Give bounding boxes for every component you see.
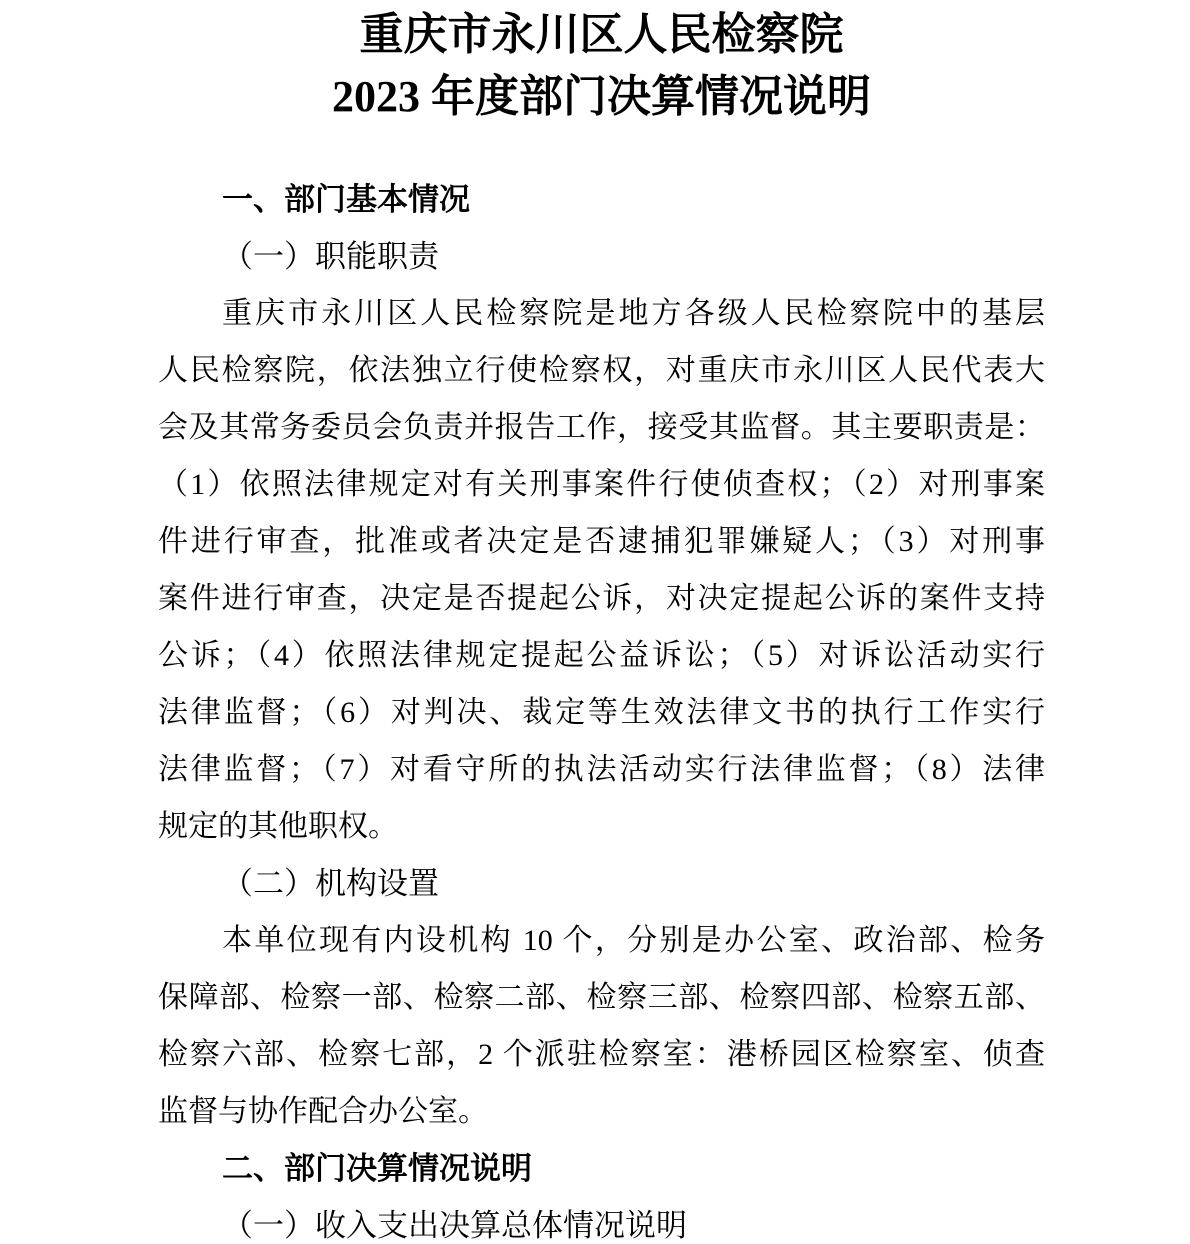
title-line-1: 重庆市永川区人民检察院 xyxy=(359,10,844,59)
paragraph-organization xyxy=(158,912,1045,1140)
section-1-heading: 一、部门基本情况 xyxy=(222,182,470,217)
body-line: 本单位现有内设机构 10 个，分别是办公室、政治部、检务 xyxy=(222,924,1045,957)
body-line: 人民检察院，依法独立行使检察权，对重庆市永川区人民代表大 xyxy=(158,354,1045,387)
section-2-1-heading: （一）收入支出决算总体情况说明 xyxy=(222,1208,687,1243)
body-line: 法律监督；（7）对看守所的执法活动实行法律监督；（8）法律 xyxy=(158,753,1045,786)
body-line: 保障部、检察一部、检察二部、检察三部、检察四部、检察五部、 xyxy=(158,981,1045,1014)
section-1-2-heading: （二）机构设置 xyxy=(222,866,439,901)
body-line: 法律监督；（6）对判决、裁定等生效法律文书的执行工作实行 xyxy=(158,696,1045,729)
body-line: 重庆市永川区人民检察院是地方各级人民检察院中的基层 xyxy=(222,297,1045,330)
body-line: 件进行审查，批准或者决定是否逮捕犯罪嫌疑人；（3）对刑事 xyxy=(158,525,1045,558)
body-line: 规定的其他职权。 xyxy=(158,810,398,843)
body-line: 检察六部、检察七部，2 个派驻检察室：港桥园区检察室、侦查 xyxy=(158,1038,1045,1071)
paragraph-duties xyxy=(158,285,1045,855)
body-line: 公诉；（4）依照法律规定提起公益诉讼；（5）对诉讼活动实行 xyxy=(158,639,1045,672)
body-line: 案件进行审查，决定是否提起公诉，对决定提起公诉的案件支持 xyxy=(158,582,1045,615)
body-line: （1）依照法律规定对有关刑事案件行使侦查权；（2）对刑事案 xyxy=(158,468,1045,501)
section-2-heading: 二、部门决算情况说明 xyxy=(222,1151,532,1186)
body-line: 监督与协作配合办公室。 xyxy=(158,1095,488,1128)
document-title xyxy=(158,4,1045,128)
section-1-1-heading: （一）职能职责 xyxy=(222,239,439,274)
body-line: 会及其常务委员会负责并报告工作，接受其监督。其主要职责是： xyxy=(158,411,1045,444)
title-line-2: 2023 年度部门决算情况说明 xyxy=(332,72,871,121)
